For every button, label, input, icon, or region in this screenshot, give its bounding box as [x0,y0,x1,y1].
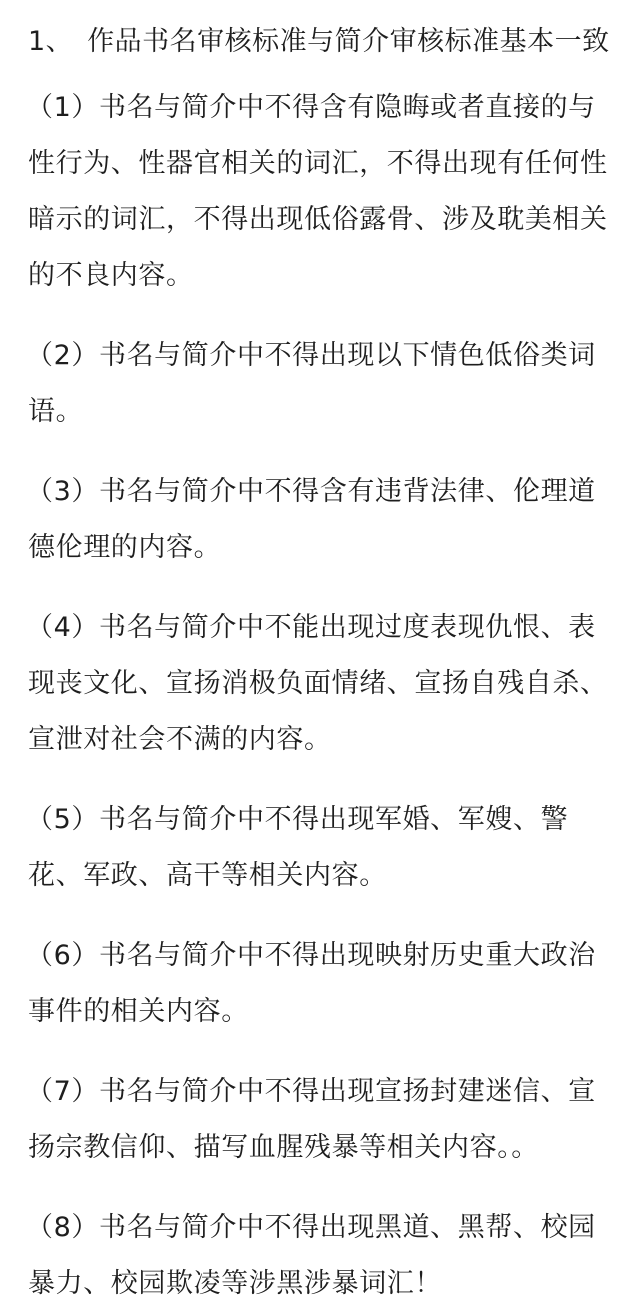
rule-item-5 [28,792,610,904]
rule-item-1 [28,80,610,304]
rule-text: 书名与简介中不得出现以下情色低俗类词语。 [28,340,596,427]
rule-number: （5） [26,804,99,835]
rule-number: （1） [26,92,99,123]
rule-item-6 [28,928,610,1040]
rule-number: （8） [26,1212,99,1243]
rule-item-7 [28,1064,610,1176]
rule-item-3 [28,464,610,576]
rule-text: 书名与简介中不得含有隐晦或者直接的与性行为、性器官相关的词汇，不得出现有任何性暗示的词汇，不得出现低俗露骨、涉及耽美相关的不良内容。 [28,92,608,291]
rule-number: （6） [26,940,99,971]
rule-text: 书名与简介中不能出现过度表现仇恨、表现丧文化、宣扬消极负面情绪、宣扬自残自杀、宣泄对社会不满的内容。 [28,612,608,755]
section-title: 作品书名审核标准与简介审核标准基本一致 [87,26,610,57]
rule-item-2 [28,328,610,440]
rule-text: 书名与简介中不得出现黑道、黑帮、校园暴力、校园欺凌等涉黑涉暴词汇！ [28,1212,596,1299]
rule-text: 书名与简介中不得出现宣扬封建迷信、宣扬宗教信仰、描写血腥残暴等相关内容。。 [28,1076,596,1163]
rule-item-4 [28,600,610,768]
rule-item-8 [28,1200,610,1312]
section-number: 1、 [28,26,74,57]
rule-text: 书名与简介中不得含有违背法律、伦理道德伦理的内容。 [28,476,596,563]
rule-text: 书名与简介中不得出现映射历史重大政治事件的相关内容。 [28,940,596,1027]
rule-number: （2） [26,340,99,371]
rule-number: （7） [26,1076,99,1107]
section-heading [28,14,610,70]
rule-number: （4） [26,612,99,643]
rule-text: 书名与简介中不得出现军婚、军嫂、警花、军政、高干等相关内容。 [28,804,569,891]
rule-number: （3） [26,476,99,507]
